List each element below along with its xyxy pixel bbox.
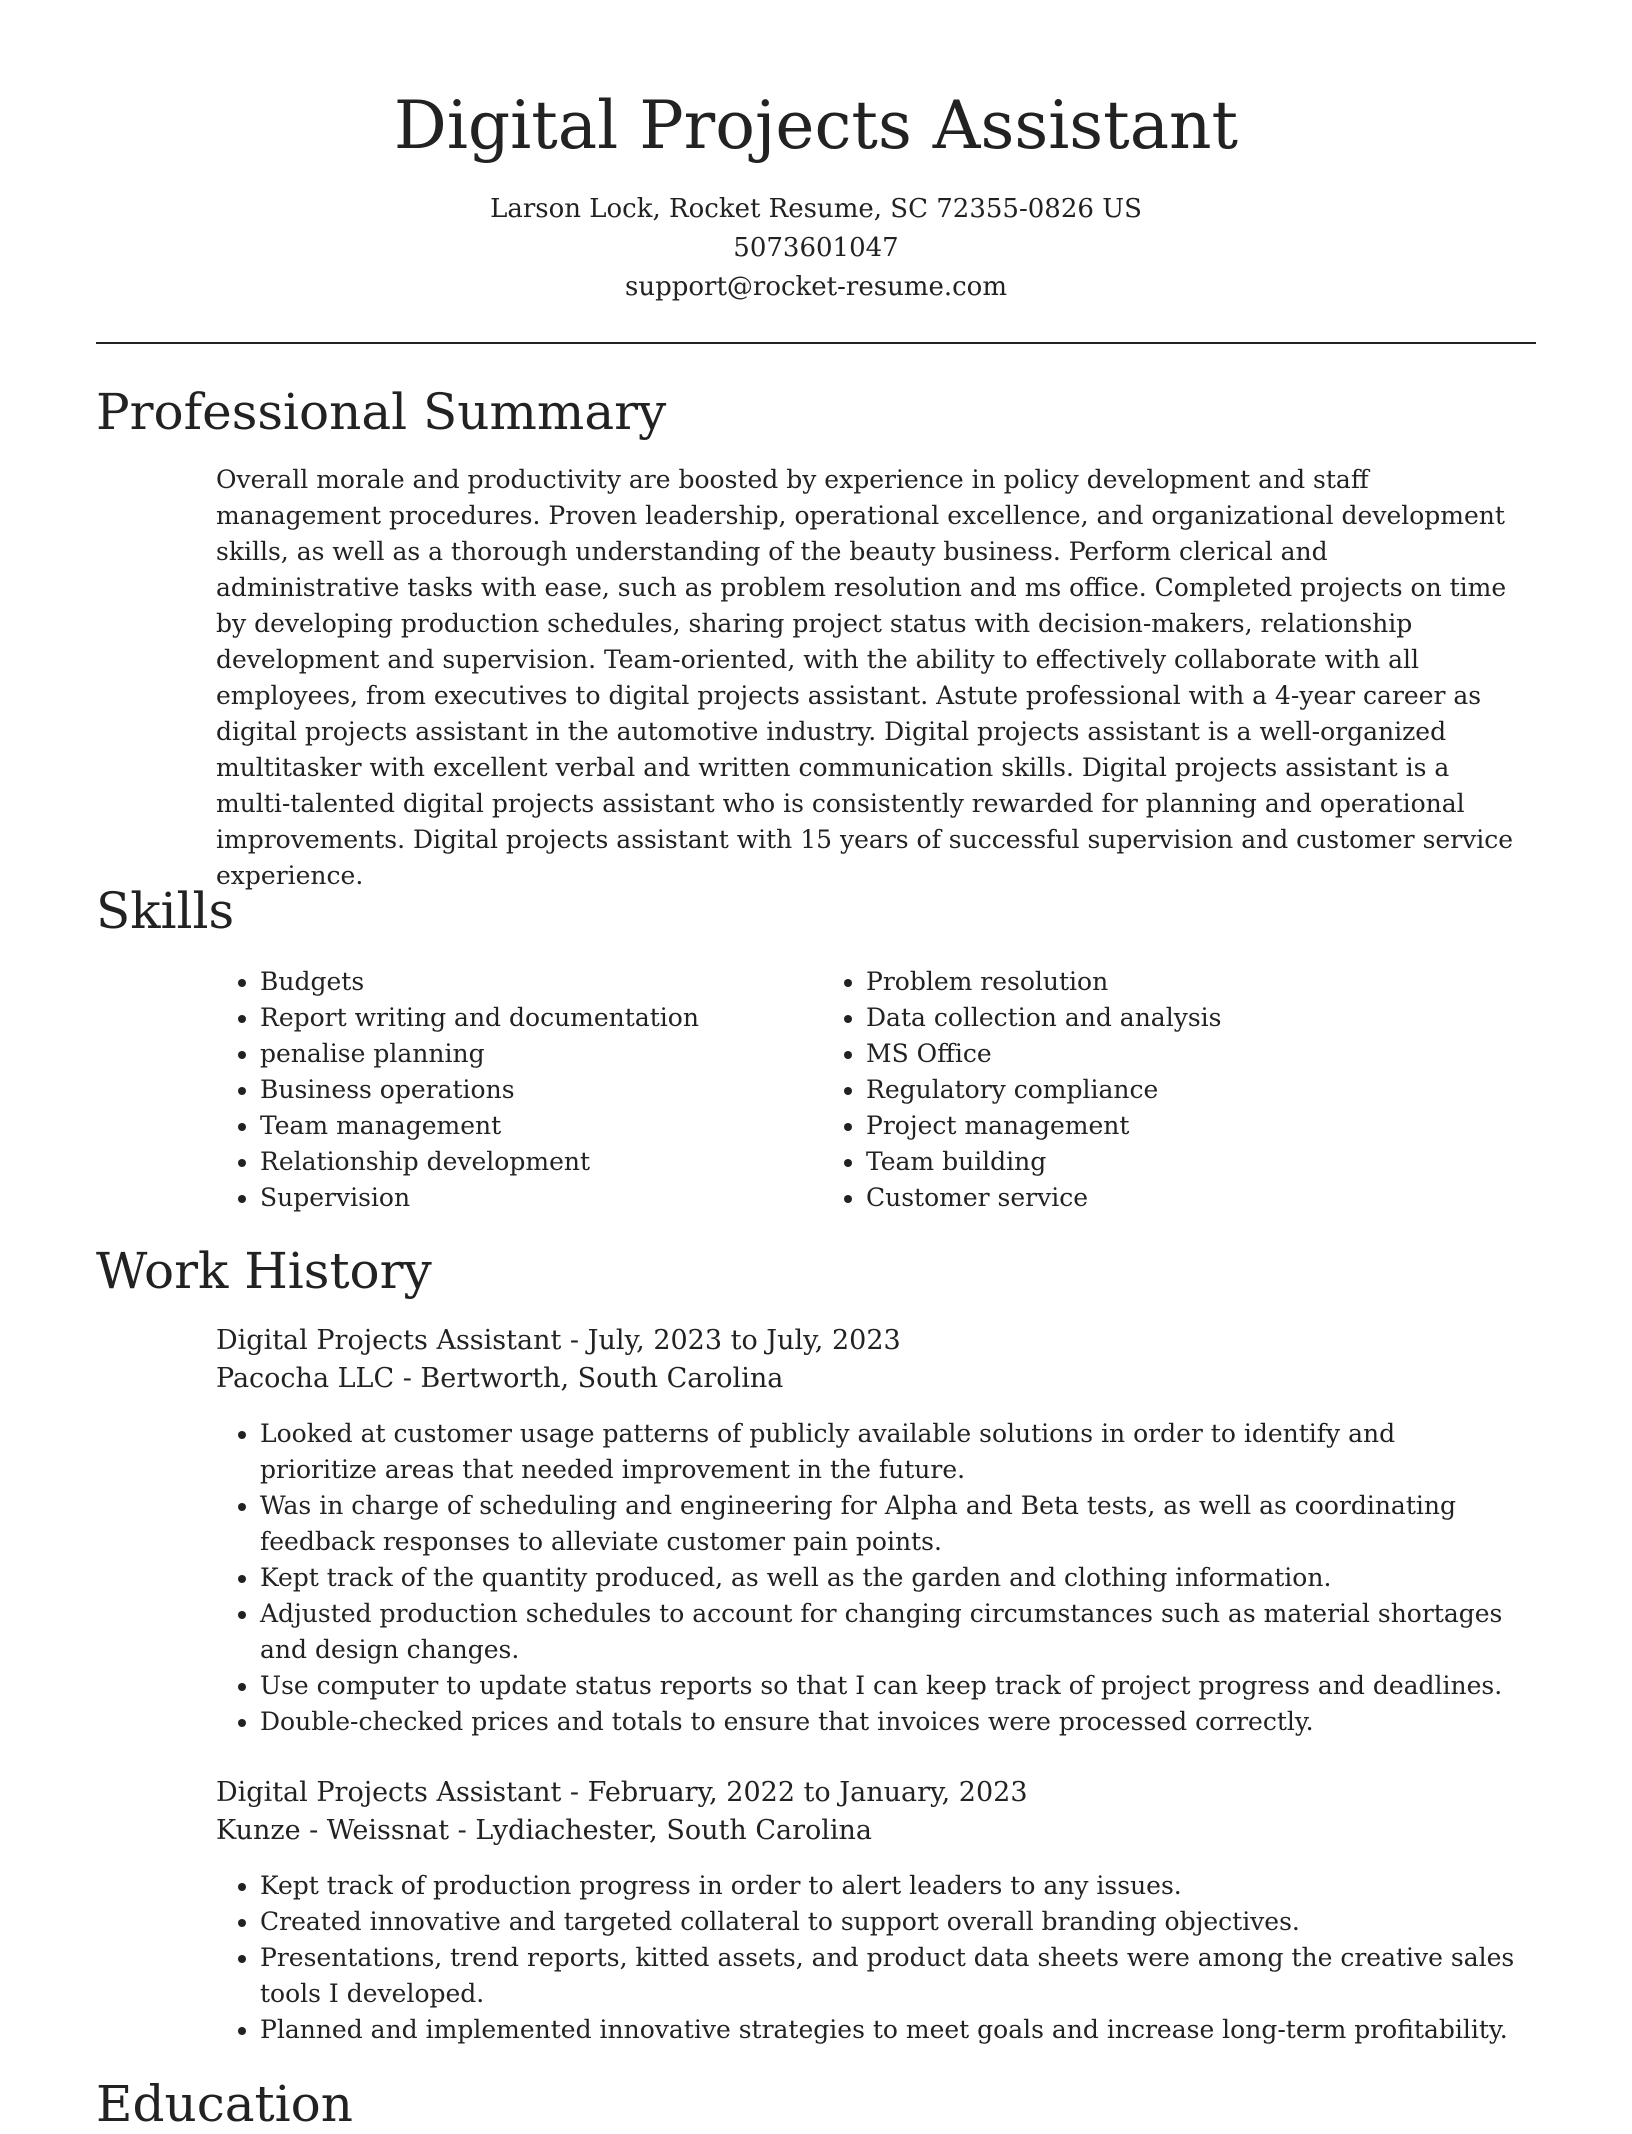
skills-column-right: [822, 964, 1428, 1216]
skill-item: • Team building: [866, 1144, 1428, 1180]
skill-item: • penalise planning: [260, 1036, 822, 1072]
job-company-line: Pacocha LLC - Bertworth, South Carolina: [216, 1363, 784, 1394]
job-bullet: • Kept track of production progress in order to alert leaders to any issues.: [260, 1868, 1516, 1904]
contact-phone: 5073601047: [733, 233, 899, 263]
candidate-name: Digital Projects Assistant: [393, 87, 1239, 164]
skill-item: • Team management: [260, 1108, 822, 1144]
skill-item: • Supervision: [260, 1180, 822, 1216]
work-history-heading: Work History: [96, 1242, 432, 1300]
header-divider: [96, 342, 1536, 344]
skill-item: • Relationship development: [260, 1144, 822, 1180]
job-bullet: • Was in charge of scheduling and engineering for Alpha and Beta tests, as well as coordinating feedback responses to alleviate customer pain points.: [260, 1488, 1516, 1560]
summary-text: Overall morale and productivity are boosted by experience in policy development and staff management procedures. Proven leadership, operational excellence, and organizational development skills, as well as a thorough understanding of the beauty business. Perform clerical and administrative tasks with ease, such as problem resolution and ms office. Completed projects on time by developing production schedules, sharing project status with decision-makers, relationship development and supervision. Team-oriented, with the ability to effectively collaborate with all employees, from executives to digital projects assistant. Astute professional with a 4-year career as digital projects assistant in the automotive industry. Digital projects assistant is a well-organized multitasker with excellent verbal and written communication skills. Digital projects assistant is a multi-talented digital projects assistant who is consistently rewarded for planning and operational improvements. Digital projects assistant with 15 years of successful supervision and customer service experience.: [216, 465, 1514, 890]
contact-block: [0, 190, 1632, 307]
skill-item: • Regulatory compliance: [866, 1072, 1428, 1108]
job-bullet: • Looked at customer usage patterns of publicly available solutions in order to identify and prioritize areas that needed improvement in the future.: [260, 1416, 1516, 1488]
job-bullet: • Use computer to update status reports so that I can keep track of project progress and deadlines.: [260, 1668, 1516, 1704]
education-heading: Education: [96, 2075, 353, 2133]
contact-email: support@rocket-resume.com: [624, 272, 1007, 302]
job-company-line: Kunze - Weissnat - Lydiachester, South Carolina: [216, 1815, 872, 1846]
skill-item: • Budgets: [260, 964, 822, 1000]
skill-item: • Customer service: [866, 1180, 1428, 1216]
skill-item: • Business operations: [260, 1072, 822, 1108]
job-responsibilities: [216, 1416, 1516, 1740]
job-bullet: • Created innovative and targeted collateral to support overall branding objectives.: [260, 1904, 1516, 1940]
skills-heading: Skills: [96, 882, 235, 940]
skill-item: • Project management: [866, 1108, 1428, 1144]
job-bullet: • Double-checked prices and totals to ensure that invoices were processed correctly.: [260, 1704, 1516, 1740]
job-bullet: • Adjusted production schedules to account for changing circumstances such as material shortages and design changes.: [260, 1596, 1516, 1668]
contact-address: Larson Lock, Rocket Resume, SC 72355-0826 US: [490, 194, 1142, 224]
skills-column-left: [216, 964, 822, 1216]
skill-item: • Report writing and documentation: [260, 1000, 822, 1036]
skills-list: [216, 964, 1516, 1216]
skill-item: • Data collection and analysis: [866, 1000, 1428, 1036]
skill-item: • MS Office: [866, 1036, 1428, 1072]
job-responsibilities: [216, 1868, 1516, 2048]
job-bullet: • Planned and implemented innovative strategies to meet goals and increase long-term profitability.: [260, 2012, 1516, 2048]
job-title-line: Digital Projects Assistant - February, 2022 to January, 2023: [216, 1777, 1028, 1808]
job-bullet: • Kept track of the quantity produced, as well as the garden and clothing information.: [260, 1560, 1516, 1596]
job-title-line: Digital Projects Assistant - July, 2023 to July, 2023: [216, 1325, 901, 1356]
skill-item: • Problem resolution: [866, 964, 1428, 1000]
summary-heading: Professional Summary: [96, 383, 667, 441]
job-bullet: • Presentations, trend reports, kitted assets, and product data sheets were among the creative sales tools I developed.: [260, 1940, 1516, 2012]
